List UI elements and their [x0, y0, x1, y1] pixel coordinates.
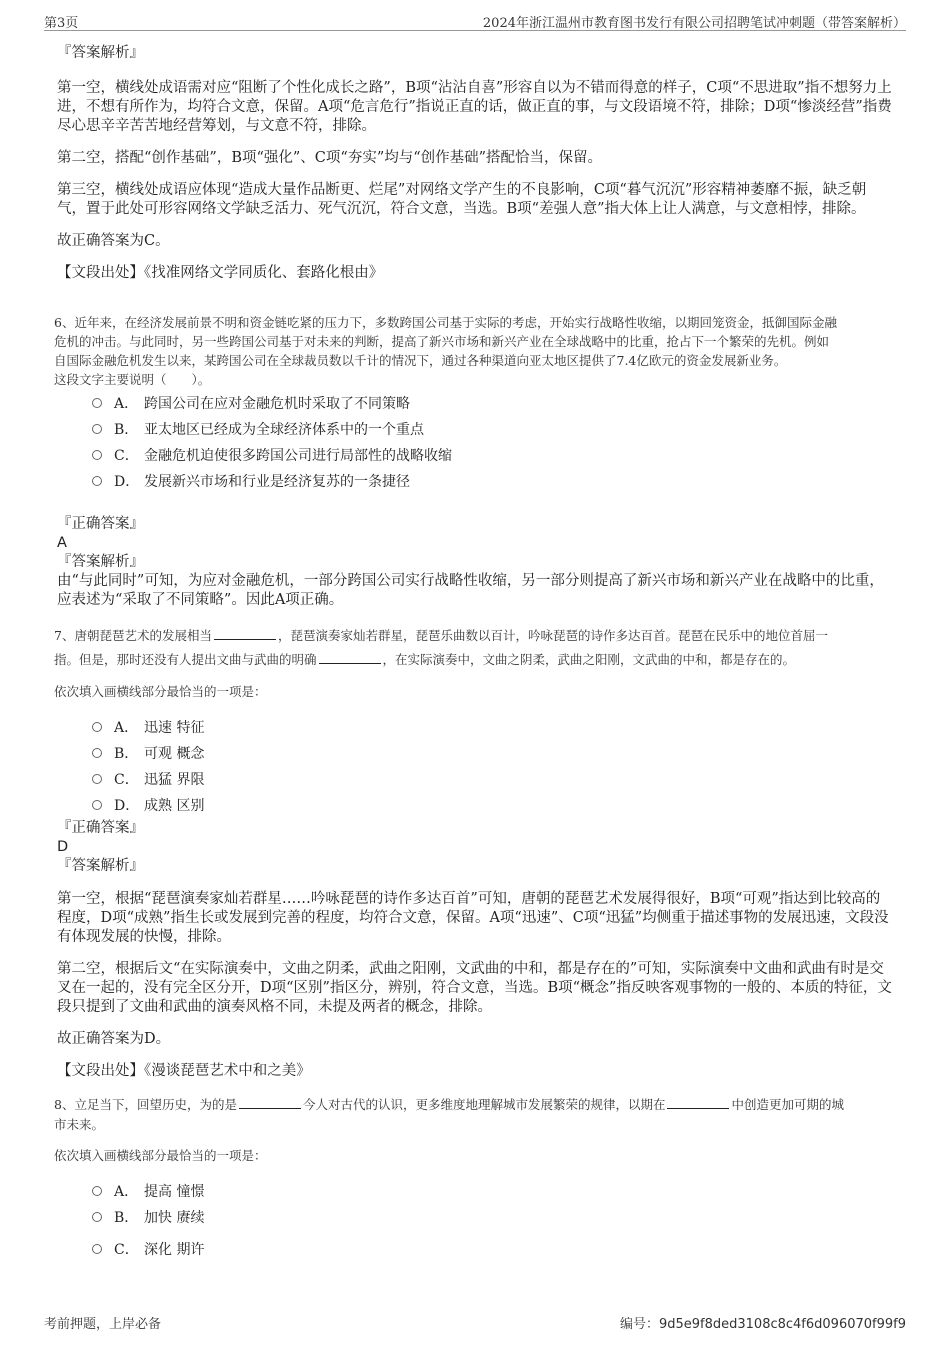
option-list [92, 391, 892, 495]
option-c[interactable]: C． 迅猛 界限 [92, 767, 892, 793]
option-b[interactable]: B． 加快 赓续 [92, 1205, 892, 1231]
question-prompt: 依次填入画横线部分最恰当的一项是： [54, 1148, 267, 1163]
radio-icon[interactable] [92, 748, 102, 758]
correct-answer-statement: 故正确答案为D。 [57, 1031, 171, 1047]
fill-blank [239, 1096, 301, 1109]
question-7 [54, 624, 892, 819]
question-text-line: 市未来。 [54, 1117, 105, 1132]
option-d[interactable]: D． 成熟 区别 [92, 793, 892, 819]
question-8 [54, 1095, 892, 1263]
question-prompt: 这段文字主要说明（ ）。 [54, 372, 211, 387]
footer-slogan: 考前押题，上岸必备 [44, 1317, 162, 1332]
analysis-paragraph: 第二空，搭配“创作基础”，B项“强化”、C项“夯实”均与“创作基础”搭配恰当，保留。 [57, 150, 603, 166]
option-c[interactable]: C． 深化 期许 [92, 1237, 892, 1263]
source-citation: 【文段出处】《找准网络文学同质化、套路化根由》 [57, 265, 384, 281]
fill-blank [667, 1096, 729, 1109]
option-b[interactable]: B． 可观 概念 [92, 741, 892, 767]
radio-icon[interactable] [92, 1244, 102, 1254]
question-text-line: 6、近年来，在经济发展前景不明和资金链吃紧的压力下，多数跨国公司基于实际的考虑，开始实行战略性收缩，以期回笼资金，抵御国际金融 [54, 315, 837, 330]
option-list [92, 715, 892, 819]
radio-icon[interactable] [92, 800, 102, 810]
document-body [54, 44, 892, 1263]
option-a[interactable]: A． 提高 憧憬 [92, 1179, 892, 1205]
question-text-line: 自国际金融危机发生以来，某跨国公司在全球裁员数以千计的情况下，通过各种渠道向亚太地区提供了7.4亿欧元的资金发展新业务。 [54, 353, 787, 368]
document-title: 2024年浙江温州市教育图书发行有限公司招聘笔试冲刺题（带答案解析） [482, 16, 906, 31]
document-id: 编号：9d5e9f8ded3108c8c4f6d096070f99f9 [619, 1317, 906, 1332]
analysis-label: 『答案解析』 [57, 858, 144, 874]
option-a[interactable]: A． 跨国公司在应对金融危机时采取了不同策略 [92, 391, 892, 417]
question-text-line: 危机的冲击。与此同时，另一些跨国公司基于对未来的判断，提高了新兴市场和新兴产业在全球战略中的比重，抢占下一个繁荣的先机。例如 [54, 334, 830, 349]
correct-answer: A [57, 535, 67, 551]
radio-icon[interactable] [92, 1186, 102, 1196]
radio-icon[interactable] [92, 450, 102, 460]
option-list [92, 1179, 892, 1263]
question-text-line: 指。但是，那时还没有人提出文曲与武曲的明确 ，在实际演奏中，文曲之阴柔，武曲之阳刚，文武曲的中和，都是存在的。 [54, 652, 796, 667]
question-text-line: 7、唐朝琵琶艺术的发展相当 ，琵琶演奏家灿若群星，琵琶乐曲数以百计，吟咏琵琶的诗作多达百首。琵琶在民乐中的地位首屈一 [54, 628, 828, 643]
radio-icon[interactable] [92, 424, 102, 434]
option-b[interactable]: B． 亚太地区已经成为全球经济体系中的一个重点 [92, 417, 892, 443]
source-citation: 【文段出处】《漫谈琵琶艺术中和之美》 [57, 1063, 311, 1079]
fill-blank [319, 651, 381, 664]
page-footer [44, 1313, 906, 1331]
analysis-paragraph: 第二空，根据后文“在实际演奏中，文曲之阴柔，武曲之阳刚，文武曲的中和，都是存在的”可知，实际演奏中文曲和武曲有时是交叉在一起的，没有完全区分开，D项“区别”指区分，辨别，符合文意，当选。B项“概念”指反映客观事物的一般的、本质的特征，文段只提到了文曲和武曲的演奏风格不同，未提及两者的概念，排除。 [57, 961, 892, 1015]
correct-answer-statement: 故正确答案为C。 [57, 233, 170, 249]
page-number: 第3页 [44, 16, 79, 31]
analysis-paragraph: 第一空，根据“琵琶演奏家灿若群星……吟咏琵琶的诗作多达百首”可知，唐朝的琵琶艺术发展得很好，B项“可观”指达到比较高的程度，D项“成熟”指生长或发展到完善的程度，均符合文意，保留。A项“迅速”、C项“迅猛”均侧重于描述事物的发展迅速，文段没有体现发展的快慢，排除。 [57, 891, 889, 945]
analysis-paragraph: 第三空，横线处成语应体现“造成大量作品断更、烂尾”对网络文学产生的不良影响，C项“暮气沉沉”形容精神萎靡不振，缺乏朝气，置于此处可形容网络文学缺乏活力、死气沉沉，符合文意，当选。B项“差强人意”指大体上让人满意，与文意相悖，排除。 [57, 182, 867, 217]
analysis-paragraph: 第一空，横线处成语需对应“阻断了个性化成长之路”，B项“沾沾自喜”形容自以为不错而得意的样子，C项“不思进取”指不想努力上进，不想有所作为，均符合文意，保留。A项“危言危行”指说正直的话，做正直的事，与文段语境不符，排除；D项“惨淡经营”指费尽心思辛辛苦苦地经营筹划，与文意不符，排除。 [57, 80, 892, 134]
correct-answer-label: 『正确答案』 [57, 516, 144, 532]
analysis-label: 『答案解析』 [57, 554, 144, 570]
analysis-label: 『答案解析』 [57, 45, 144, 61]
analysis-paragraph: 由“与此同时”可知，为应对金融危机，一部分跨国公司实行战略性收缩，另一部分则提高了新兴市场和新兴产业在战略中的比重，应表述为“采取了不同策略”。因此A项正确。 [57, 573, 884, 608]
radio-icon[interactable] [92, 398, 102, 408]
fill-blank [214, 627, 276, 640]
question-6 [54, 313, 892, 495]
option-a[interactable]: A． 迅速 特征 [92, 715, 892, 741]
question-text-line: 8、立足当下，回望历史，为的是 今人对古代的认识，更多维度地理解城市发展繁荣的规律，以期在 中创造更加可期的城 [54, 1097, 844, 1112]
option-c[interactable]: C． 金融危机迫使很多跨国公司进行局部性的战略收缩 [92, 443, 892, 469]
page-header [44, 12, 906, 31]
correct-answer-label: 『正确答案』 [57, 820, 144, 836]
question-prompt: 依次填入画横线部分最恰当的一项是： [54, 684, 267, 699]
option-d[interactable]: D． 发展新兴市场和行业是经济复苏的一条捷径 [92, 469, 892, 495]
radio-icon[interactable] [92, 774, 102, 784]
radio-icon[interactable] [92, 722, 102, 732]
correct-answer: D [57, 839, 69, 855]
radio-icon[interactable] [92, 476, 102, 486]
radio-icon[interactable] [92, 1212, 102, 1222]
